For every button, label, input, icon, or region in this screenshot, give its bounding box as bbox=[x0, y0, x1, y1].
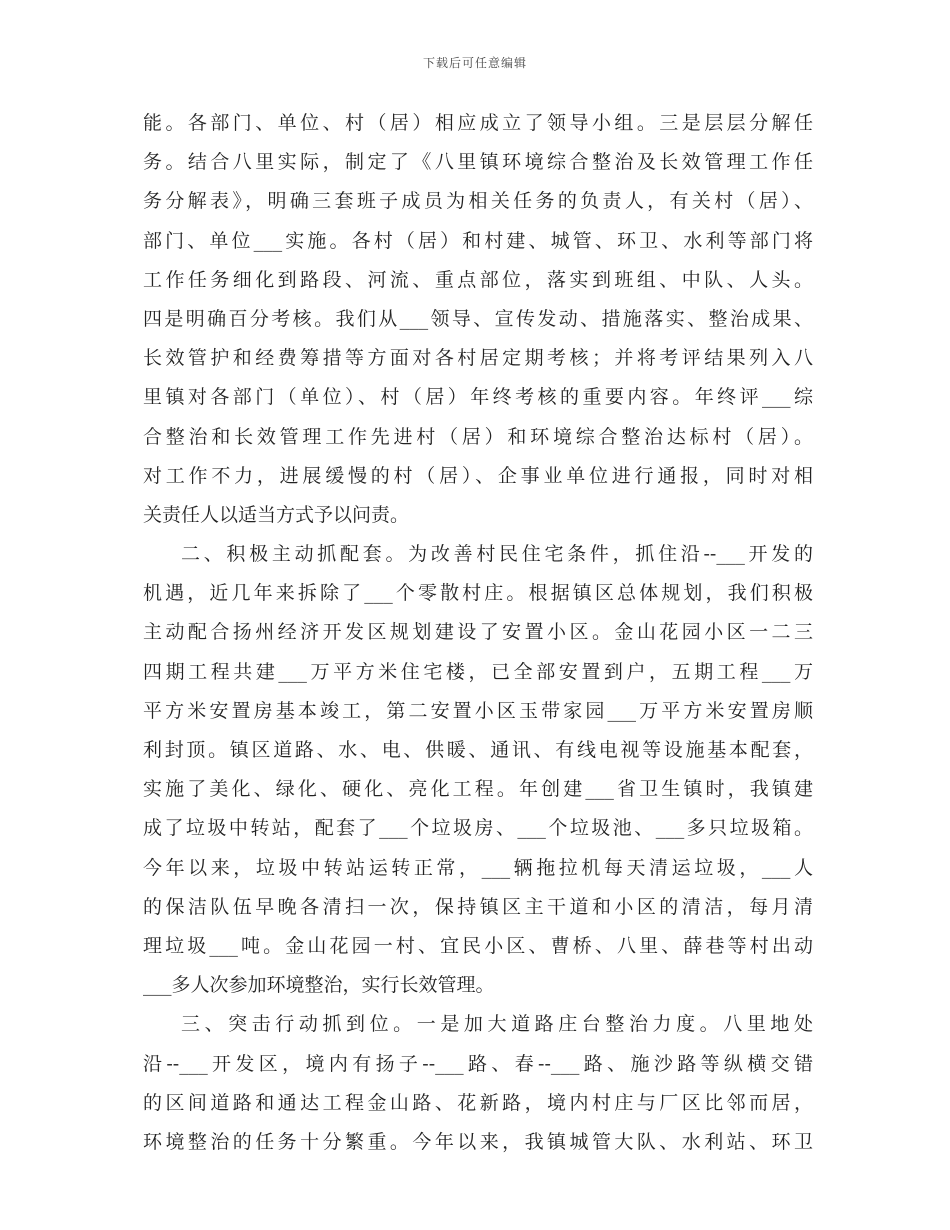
text-line: 今年以来，垃圾中转站运转正常，___辆拖拉机每天清运垃圾，___人 bbox=[143, 856, 813, 879]
text-line: 务。结合八里实际，制定了《八里镇环境综合整治及长效管理工作任 bbox=[143, 151, 813, 174]
text-line: 部门、单位___实施。各村（居）和村建、城管、环卫、水利等部门将 bbox=[143, 229, 813, 252]
text-line: 理垃圾___吨。金山花园一村、宜民小区、曹桥、八里、薛巷等村出动 bbox=[143, 934, 813, 957]
text-line: 平方米安置房基本竣工，第二安置小区玉带家园___万平方米安置房顺 bbox=[143, 699, 813, 722]
text-line: 合整治和长效管理工作先进村（居）和环境综合整治达标村（居）。 bbox=[143, 425, 813, 448]
text-line: 的保洁队伍早晚各清扫一次，保持镇区主干道和小区的清洁，每月清 bbox=[143, 895, 813, 918]
text-line: 长效管护和经费筹措等方面对各村居定期考核；并将考评结果列入八 bbox=[143, 347, 813, 370]
paragraph-end-line: 关责任人以适当方式予以问责。 bbox=[143, 503, 410, 526]
text-line: 工作任务细化到路段、河流、重点部位，落实到班组、中队、人头。 bbox=[143, 268, 813, 291]
paragraph-start-line: 三、突击行动抓到位。一是加大道路庄台整治力度。八里地处 bbox=[181, 1013, 813, 1036]
text-line: 对工作不力，进展缓慢的村（居）、企事业单位进行通报，同时对相 bbox=[143, 464, 813, 487]
text-line: 能。各部门、单位、村（居）相应成立了领导小组。三是层层分解任 bbox=[143, 112, 813, 134]
text-line: 成了垃圾中转站，配套了___个垃圾房、___个垃圾池、___多只垃圾箱。 bbox=[143, 817, 813, 840]
text-line: 的区间道路和通达工程金山路、花新路，境内村庄与厂区比邻而居， bbox=[143, 1091, 813, 1114]
paragraph-end-line: ___多人次参加环境整治，实行长效管理。 bbox=[143, 974, 495, 997]
text-line: 利封顶。镇区道路、水、电、供暖、通讯、有线电视等设施基本配套， bbox=[143, 739, 813, 761]
paragraph-start-line: 二、积极主动抓配套。为改善村民住宅条件，抓住沿--___开发的 bbox=[181, 543, 813, 566]
text-line: 四是明确百分考核。我们从___领导、宣传发动、措施落实、整治成果、 bbox=[143, 307, 813, 330]
text-line: 务分解表》，明确三套班子成员为相关任务的负责人，有关村（居）、 bbox=[143, 190, 813, 213]
text-line: 主动配合扬州经济开发区规划建设了安置小区。金山花园小区一二三 bbox=[143, 621, 813, 644]
text-line: 实施了美化、绿化、硬化、亮化工程。年创建___省卫生镇时，我镇建 bbox=[143, 778, 813, 801]
document-body bbox=[143, 104, 813, 1162]
text-line: 里镇对各部门（单位）、村（居）年终考核的重要内容。年终评___综 bbox=[143, 386, 813, 409]
page-header: 下载后可任意编辑 bbox=[422, 56, 527, 70]
text-line: 沿--___开发区，境内有扬子--___路、春--___路、施沙路等纵横交错 bbox=[143, 1052, 813, 1075]
text-line: 机遇，近几年来拆除了___个零散村庄。根据镇区总体规划，我们积极 bbox=[143, 582, 813, 605]
text-line: 环境整治的任务十分繁重。今年以来，我镇城管大队、水利站、环卫 bbox=[143, 1130, 813, 1153]
text-line: 四期工程共建___万平方米住宅楼，已全部安置到户，五期工程___万 bbox=[143, 660, 813, 683]
